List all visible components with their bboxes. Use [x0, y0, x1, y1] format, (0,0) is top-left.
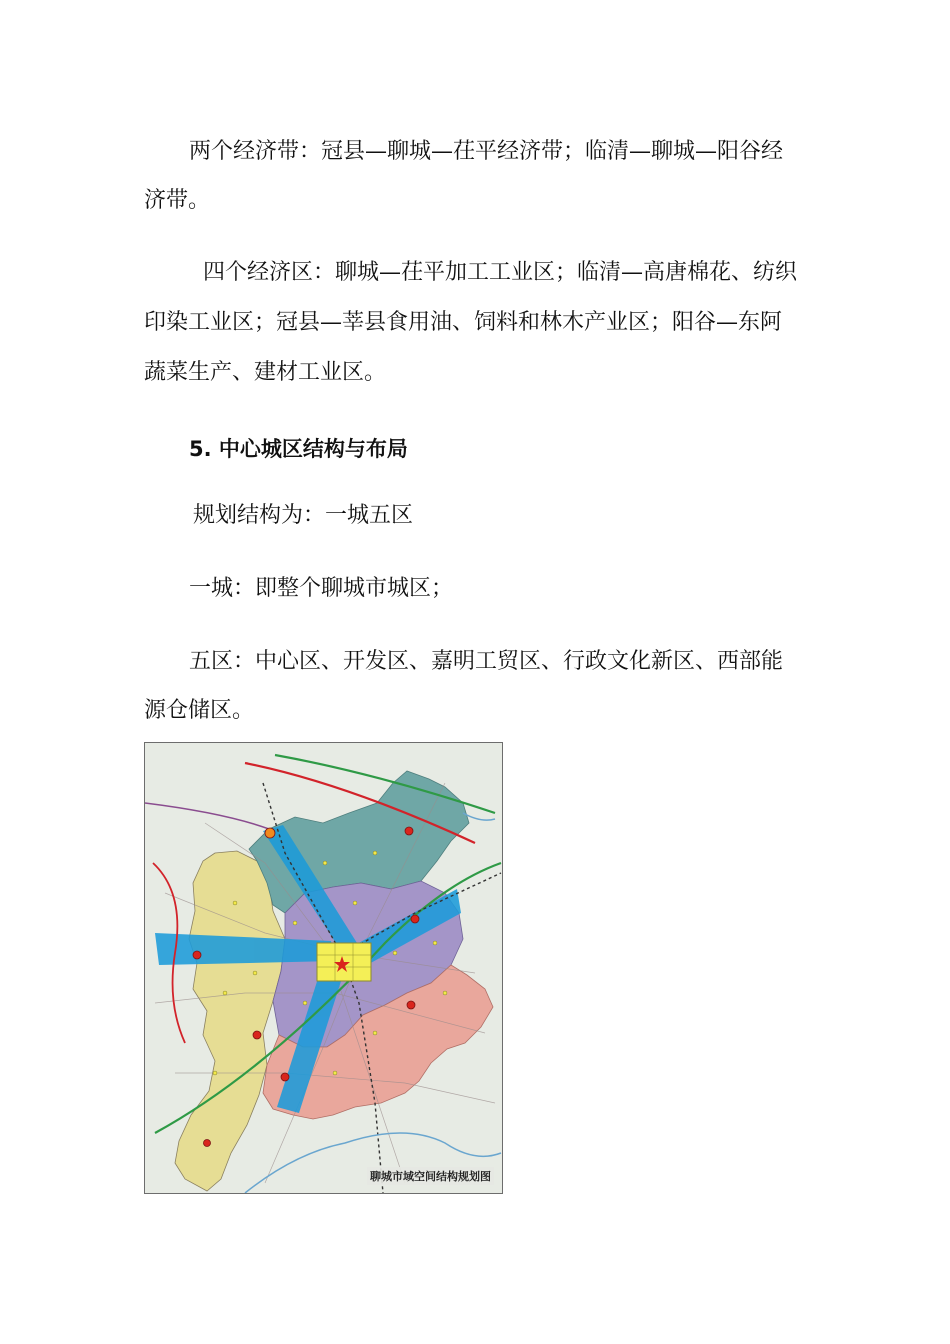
city-marker-far-south: [204, 1140, 211, 1147]
economic-zones-line-1: 四个经济区：聊城—茌平加工工业区；临清—高唐棉花、纺织: [203, 260, 798, 285]
city-marker-west: [193, 951, 201, 959]
section-heading: 5. 中心城区结构与布局: [189, 437, 408, 461]
map-graphic: [145, 743, 502, 1193]
five-districts-line-1: 五区：中心区、开发区、嘉明工贸区、行政文化新区、西部能: [189, 649, 784, 674]
economic-belts-line-2: 济带。: [144, 188, 211, 213]
city-marker-north-east: [405, 827, 413, 835]
city-marker-south-west: [253, 1031, 261, 1039]
city-marker-east: [411, 915, 419, 923]
city-marker-north-west: [265, 828, 275, 838]
city-marker-south-east: [407, 1001, 415, 1009]
city-marker-south: [281, 1073, 289, 1081]
economic-zones-line-3: 蔬菜生产、建材工业区。: [144, 360, 387, 385]
map-caption: 聊城市域空间结构规划图: [367, 1167, 494, 1185]
economic-zones-line-2: 印染工业区；冠县—莘县食用油、饲料和林木产业区；阳谷—东阿: [144, 310, 783, 335]
planning-structure-line: 规划结构为：一城五区: [193, 503, 414, 528]
economic-belts-line-1: 两个经济带：冠县—聊城—茌平经济带；临清—聊城—阳谷经: [189, 139, 784, 164]
one-city-line: 一城：即整个聊城市城区；: [189, 576, 454, 601]
five-districts-line-2: 源仓储区。: [144, 698, 255, 723]
spatial-structure-map: [144, 742, 503, 1194]
